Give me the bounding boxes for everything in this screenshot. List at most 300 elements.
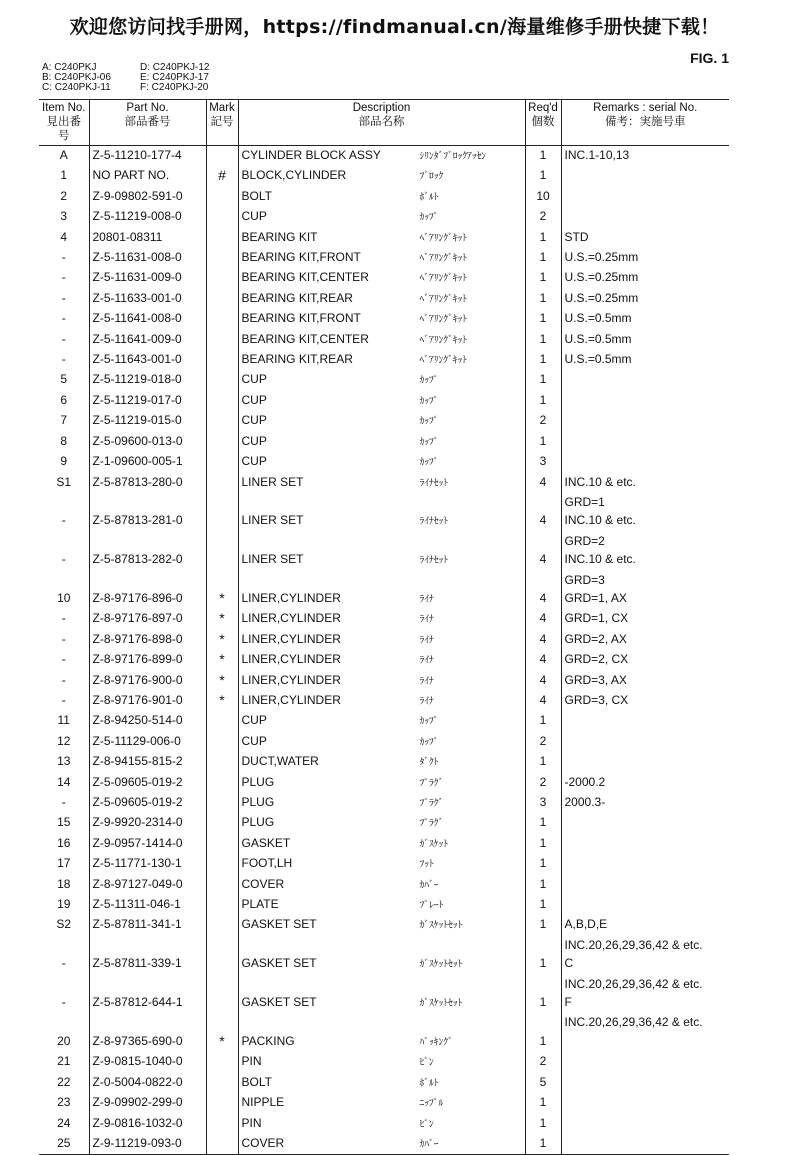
quantity: 1 — [525, 146, 561, 167]
part-number: Z-5-87811-341-1 — [89, 915, 206, 935]
table-row — [39, 609, 729, 629]
remarks — [561, 187, 729, 207]
description — [238, 1073, 525, 1093]
figure-label: FIG. 1 — [690, 50, 729, 66]
mark — [206, 711, 238, 731]
remarks: C — [561, 954, 729, 974]
mark — [206, 473, 238, 493]
description — [238, 493, 525, 511]
item-number: - — [61, 552, 66, 567]
part-number: 20801-08311 — [89, 228, 206, 248]
table-row — [39, 1073, 729, 1093]
part-number: Z-5-11631-009-0 — [89, 268, 206, 288]
description — [238, 309, 525, 329]
quantity: 1 — [525, 711, 561, 731]
part-number — [89, 532, 206, 550]
part-number: Z-5-87811-339-1 — [89, 954, 206, 974]
description — [238, 691, 525, 711]
item-number: A — [59, 148, 68, 162]
description-en: LINER SET — [241, 552, 304, 567]
item-number: 22 — [57, 1074, 71, 1089]
mark — [206, 268, 238, 288]
table-row — [39, 1093, 729, 1113]
quantity: 4 — [525, 473, 561, 493]
table-row — [39, 975, 729, 993]
table-row — [39, 793, 729, 813]
mark — [206, 493, 238, 511]
description — [238, 207, 525, 227]
description-en: GASKET SET — [241, 956, 317, 971]
header-quantity: Req'd 個数 — [525, 100, 561, 146]
description — [238, 875, 525, 895]
part-number: Z-5-09605-019-2 — [89, 793, 206, 813]
item-number: 12 — [57, 733, 71, 748]
part-number: Z-8-97176-896-0 — [89, 589, 206, 609]
part-number: Z-5-11643-001-0 — [89, 350, 206, 370]
part-number: Z-5-11129-006-0 — [89, 732, 206, 752]
description-jp: ｶｯﾌﾟ — [419, 716, 439, 728]
remarks — [561, 370, 729, 390]
description — [238, 1052, 525, 1072]
item-number: 23 — [57, 1095, 71, 1110]
table-row — [39, 146, 729, 167]
part-number: Z-0-5004-0822-0 — [89, 1073, 206, 1093]
description-jp: ﾗｲﾅ — [419, 695, 434, 707]
description-jp: ﾎﾞﾙﾄ — [419, 191, 439, 203]
part-number: Z-8-97176-899-0 — [89, 650, 206, 670]
mark — [206, 875, 238, 895]
quantity — [525, 936, 561, 954]
description-jp: ｶｯﾌﾟ — [419, 736, 439, 748]
remarks — [561, 452, 729, 472]
item-number — [39, 532, 89, 550]
mark — [206, 187, 238, 207]
description-en: COVER — [241, 876, 285, 891]
part-number: Z-5-87812-644-1 — [89, 993, 206, 1013]
description — [238, 1032, 525, 1052]
remarks: U.S.=0.25mm — [561, 289, 729, 309]
part-number: Z-8-97176-901-0 — [89, 691, 206, 711]
remarks: GRD=3, CX — [561, 691, 729, 711]
mark — [206, 207, 238, 227]
description-en: BEARING KIT,REAR — [241, 290, 353, 305]
item-number: 10 — [57, 590, 71, 605]
item-number: - — [61, 652, 66, 667]
quantity: 4 — [525, 650, 561, 670]
description-en: CUP — [241, 413, 267, 428]
quantity: 4 — [525, 630, 561, 650]
remarks: A,B,D,E — [561, 915, 729, 935]
mark: * — [206, 1032, 238, 1052]
table-row — [39, 391, 729, 411]
description-jp: ﾗｲﾅ — [419, 655, 434, 667]
table-row — [39, 671, 729, 691]
description — [238, 813, 525, 833]
description-jp: ﾗｲﾅｾｯﾄ — [419, 477, 449, 489]
table-row — [39, 187, 729, 207]
part-number: Z-8-94155-815-2 — [89, 752, 206, 772]
quantity: 1 — [525, 915, 561, 935]
mark — [206, 550, 238, 570]
item-number: 14 — [57, 774, 71, 789]
description-en: CUP — [241, 733, 267, 748]
description — [238, 187, 525, 207]
quantity: 1 — [525, 752, 561, 772]
remarks — [561, 1114, 729, 1134]
part-number: Z-8-97176-897-0 — [89, 609, 206, 629]
item-number: S1 — [56, 474, 72, 489]
parts-body — [39, 146, 729, 1155]
quantity: 3 — [525, 452, 561, 472]
part-number: Z-9-11219-093-0 — [89, 1134, 206, 1155]
table-row — [39, 1134, 729, 1155]
item-number: 6 — [60, 392, 68, 407]
part-number: Z-8-97176-900-0 — [89, 671, 206, 691]
item-number: 17 — [57, 856, 71, 871]
item-number: 24 — [57, 1115, 71, 1130]
item-number: 2 — [60, 188, 68, 203]
table-row — [39, 532, 729, 550]
description-jp: ｶｯﾌﾟ — [419, 395, 439, 407]
description-en: LINER,CYLINDER — [241, 692, 341, 707]
part-number: Z-5-11641-009-0 — [89, 330, 206, 350]
description — [238, 1093, 525, 1113]
table-row — [39, 432, 729, 452]
description-jp: ｶﾊﾞｰ — [419, 1138, 439, 1150]
item-number: 11 — [57, 713, 70, 728]
part-number: Z-5-11641-008-0 — [89, 309, 206, 329]
quantity: 1 — [525, 1114, 561, 1134]
table-row — [39, 834, 729, 854]
description-jp: ﾗｲﾅ — [419, 593, 434, 605]
description-jp: ﾗｲﾅｾｯﾄ — [419, 555, 449, 567]
description-jp: ﾍﾞｱﾘﾝｸﾞｷｯﾄ — [419, 314, 468, 326]
table-row — [39, 936, 729, 954]
item-number: 8 — [60, 433, 68, 448]
description-jp: ﾀﾞｸﾄ — [419, 757, 439, 769]
description-jp: ﾌｯﾄ — [419, 859, 434, 871]
part-number — [89, 1013, 206, 1031]
description — [238, 146, 525, 167]
mark: * — [206, 650, 238, 670]
table-row — [39, 993, 729, 1013]
quantity: 3 — [525, 793, 561, 813]
part-number: Z-5-11219-015-0 — [89, 411, 206, 431]
item-number: 1 — [60, 168, 68, 183]
description-en: BOLT — [241, 188, 272, 203]
description — [238, 1013, 525, 1031]
description — [238, 452, 525, 472]
remarks — [561, 1052, 729, 1072]
quantity: 4 — [525, 550, 561, 570]
model-code: E: C240PKJ-17 — [140, 72, 209, 83]
description — [238, 268, 525, 288]
item-number — [39, 975, 89, 993]
item-number: - — [61, 956, 66, 971]
remarks — [561, 834, 729, 854]
remarks — [561, 895, 729, 915]
quantity: 1 — [525, 309, 561, 329]
description — [238, 571, 525, 589]
mark — [206, 915, 238, 935]
mark — [206, 571, 238, 589]
quantity: 1 — [525, 166, 561, 186]
description-jp: ﾗｲﾅ — [419, 614, 434, 626]
description — [238, 370, 525, 390]
mark — [206, 350, 238, 370]
remarks — [561, 752, 729, 772]
mark — [206, 511, 238, 531]
mark — [206, 975, 238, 993]
table-row — [39, 1114, 729, 1134]
quantity: 4 — [525, 671, 561, 691]
remarks: GRD=2, AX — [561, 630, 729, 650]
part-number: Z-5-11210-177-4 — [89, 146, 206, 167]
part-number: Z-5-11311-046-1 — [89, 895, 206, 915]
quantity: 1 — [525, 432, 561, 452]
mark: * — [206, 609, 238, 629]
quantity: 1 — [525, 391, 561, 411]
item-number — [39, 493, 89, 511]
mark: * — [206, 691, 238, 711]
item-number: 13 — [57, 754, 71, 769]
description-en: LINER,CYLINDER — [241, 672, 341, 687]
table-row — [39, 732, 729, 752]
quantity: 1 — [525, 875, 561, 895]
table-row — [39, 915, 729, 935]
table-row — [39, 650, 729, 670]
description-jp: ﾊﾟｯｷﾝｸﾞ — [419, 1036, 453, 1048]
table-row — [39, 550, 729, 570]
quantity: 1 — [525, 854, 561, 874]
description-jp: ｶﾞｽｹｯﾄｾｯﾄ — [419, 959, 463, 971]
quantity: 1 — [525, 228, 561, 248]
mark — [206, 248, 238, 268]
mark — [206, 289, 238, 309]
table-header — [39, 100, 729, 146]
description — [238, 473, 525, 493]
part-number: Z-8-94250-514-0 — [89, 711, 206, 731]
quantity: 10 — [525, 187, 561, 207]
description — [238, 532, 525, 550]
mark — [206, 732, 238, 752]
quantity: 4 — [525, 589, 561, 609]
description-jp: ｶﾞｽｹｯﾄｾｯﾄ — [419, 998, 463, 1010]
remarks: -2000.2 — [561, 773, 729, 793]
table-row — [39, 452, 729, 472]
remarks: GRD=1 — [561, 493, 729, 511]
part-number: Z-5-87813-280-0 — [89, 473, 206, 493]
part-number — [89, 571, 206, 589]
description-jp: ﾗｲﾅｾｯﾄ — [419, 516, 449, 528]
part-number: Z-5-11219-008-0 — [89, 207, 206, 227]
remarks: GRD=3 — [561, 571, 729, 589]
table-row — [39, 493, 729, 511]
part-number: NO PART NO. — [89, 166, 206, 186]
table-row — [39, 330, 729, 350]
quantity — [525, 532, 561, 550]
quantity: 1 — [525, 350, 561, 370]
download-banner: 欢迎您访问找手册网，https://findmanual.cn/海量维修手册快捷下载！ — [69, 16, 720, 38]
mark — [206, 834, 238, 854]
item-number: 21 — [57, 1054, 71, 1069]
description-en: CUP — [241, 454, 267, 469]
table-row — [39, 207, 729, 227]
description-en: PLUG — [241, 774, 275, 789]
part-number — [89, 493, 206, 511]
description — [238, 936, 525, 954]
table-row — [39, 752, 729, 772]
part-number: Z-5-11631-008-0 — [89, 248, 206, 268]
part-number: Z-5-11219-018-0 — [89, 370, 206, 390]
item-number: 5 — [60, 372, 68, 387]
remarks: INC.1-10,13 — [561, 146, 729, 167]
mark — [206, 1073, 238, 1093]
remarks — [561, 432, 729, 452]
table-row — [39, 370, 729, 390]
table-row — [39, 511, 729, 531]
item-number: - — [61, 250, 66, 265]
description-en: BEARING KIT — [241, 229, 318, 244]
remarks — [561, 391, 729, 411]
remarks: INC.10 & etc. — [561, 511, 729, 531]
remarks: U.S.=0.25mm — [561, 248, 729, 268]
description — [238, 671, 525, 691]
table-row — [39, 166, 729, 186]
table-row — [39, 773, 729, 793]
remarks — [561, 1073, 729, 1093]
description — [238, 711, 525, 731]
part-number: Z-9-0816-1032-0 — [89, 1114, 206, 1134]
remarks: U.S.=0.25mm — [561, 268, 729, 288]
description-en: CUP — [241, 433, 267, 448]
table-row — [39, 350, 729, 370]
remarks — [561, 1093, 729, 1113]
parts-table — [39, 99, 729, 1155]
description-en: BEARING KIT,FRONT — [241, 250, 361, 265]
item-number: - — [61, 513, 66, 528]
item-number: 9 — [60, 454, 68, 469]
part-number: Z-9-09902-299-0 — [89, 1093, 206, 1113]
quantity: 1 — [525, 268, 561, 288]
description-en: NIPPLE — [241, 1095, 285, 1110]
mark: * — [206, 630, 238, 650]
mark — [206, 330, 238, 350]
description-jp: ｶｯﾌﾟ — [419, 416, 439, 428]
part-number: Z-9-9920-2314-0 — [89, 813, 206, 833]
description-jp: ｶﾞｽｹｯﾄ — [419, 838, 449, 850]
model-code: F: C240PKJ-20 — [140, 82, 209, 93]
model-legend — [42, 63, 209, 93]
item-number: - — [61, 611, 66, 626]
description — [238, 248, 525, 268]
table-row — [39, 813, 729, 833]
part-number: Z-8-97176-898-0 — [89, 630, 206, 650]
quantity: 1 — [525, 1032, 561, 1052]
part-number: Z-5-11633-001-0 — [89, 289, 206, 309]
item-number: - — [61, 290, 66, 305]
remarks — [561, 1134, 729, 1155]
remarks: GRD=3, AX — [561, 671, 729, 691]
description-en: LINER,CYLINDER — [241, 611, 341, 626]
item-number: 3 — [60, 209, 68, 224]
description — [238, 773, 525, 793]
table-row — [39, 895, 729, 915]
description-en: BEARING KIT,CENTER — [241, 270, 369, 285]
table-row — [39, 289, 729, 309]
description-jp: ﾍﾞｱﾘﾝｸﾞｷｯﾄ — [419, 293, 468, 305]
item-number: S2 — [56, 917, 72, 932]
model-code: A: C240PKJ — [42, 62, 97, 73]
table-row — [39, 589, 729, 609]
description — [238, 589, 525, 609]
description-en: BEARING KIT,REAR — [241, 352, 353, 367]
description — [238, 228, 525, 248]
header-item: Item No. 見出番号 — [39, 100, 89, 146]
item-number: - — [61, 311, 66, 326]
mark — [206, 391, 238, 411]
description-jp: ﾗｲﾅ — [419, 675, 434, 687]
description-en: BEARING KIT,CENTER — [241, 331, 369, 346]
table-row — [39, 854, 729, 874]
remarks: U.S.=0.5mm — [561, 350, 729, 370]
description-jp: ｶｯﾌﾟ — [419, 212, 439, 224]
mark — [206, 793, 238, 813]
header-part: Part No. 部品番号 — [89, 100, 206, 146]
model-code: B: C240PKJ-06 — [42, 72, 111, 83]
mark — [206, 813, 238, 833]
item-number: - — [61, 352, 66, 367]
description — [238, 793, 525, 813]
item-number: 16 — [57, 835, 71, 850]
description-en: PACKING — [241, 1033, 295, 1048]
part-number: Z-1-09600-005-1 — [89, 452, 206, 472]
description-en: GASKET — [241, 835, 291, 850]
mark — [206, 1093, 238, 1113]
part-number: Z-5-11219-017-0 — [89, 391, 206, 411]
description — [238, 895, 525, 915]
description-jp: ﾋﾟﾝ — [419, 1118, 434, 1130]
item-number — [39, 571, 89, 589]
table-row — [39, 1052, 729, 1072]
table-row — [39, 571, 729, 589]
header-mark: Mark 記号 — [206, 100, 238, 146]
quantity: 1 — [525, 370, 561, 390]
description — [238, 915, 525, 935]
item-number: - — [61, 795, 66, 809]
remarks: INC.10 & etc. — [561, 550, 729, 570]
header-remarks: Remarks : serial No. 備考：実施号車 — [561, 100, 729, 146]
description-en: PLUG — [241, 815, 275, 830]
table-row — [39, 1032, 729, 1052]
table-row — [39, 228, 729, 248]
mark — [206, 895, 238, 915]
remarks — [561, 854, 729, 874]
remarks: GRD=1, AX — [561, 589, 729, 609]
item-number: 18 — [57, 876, 71, 891]
item-number: 25 — [39, 1134, 89, 1155]
part-number: Z-9-09802-591-0 — [89, 187, 206, 207]
quantity: 1 — [525, 1134, 561, 1155]
table-row — [39, 875, 729, 895]
item-number: 19 — [57, 897, 71, 912]
description-en: DUCT,WATER — [241, 754, 319, 769]
quantity: 1 — [525, 330, 561, 350]
mark — [206, 1134, 238, 1155]
description-jp: ﾌﾟﾗｸﾞ — [419, 777, 444, 789]
description — [238, 650, 525, 670]
description — [238, 854, 525, 874]
